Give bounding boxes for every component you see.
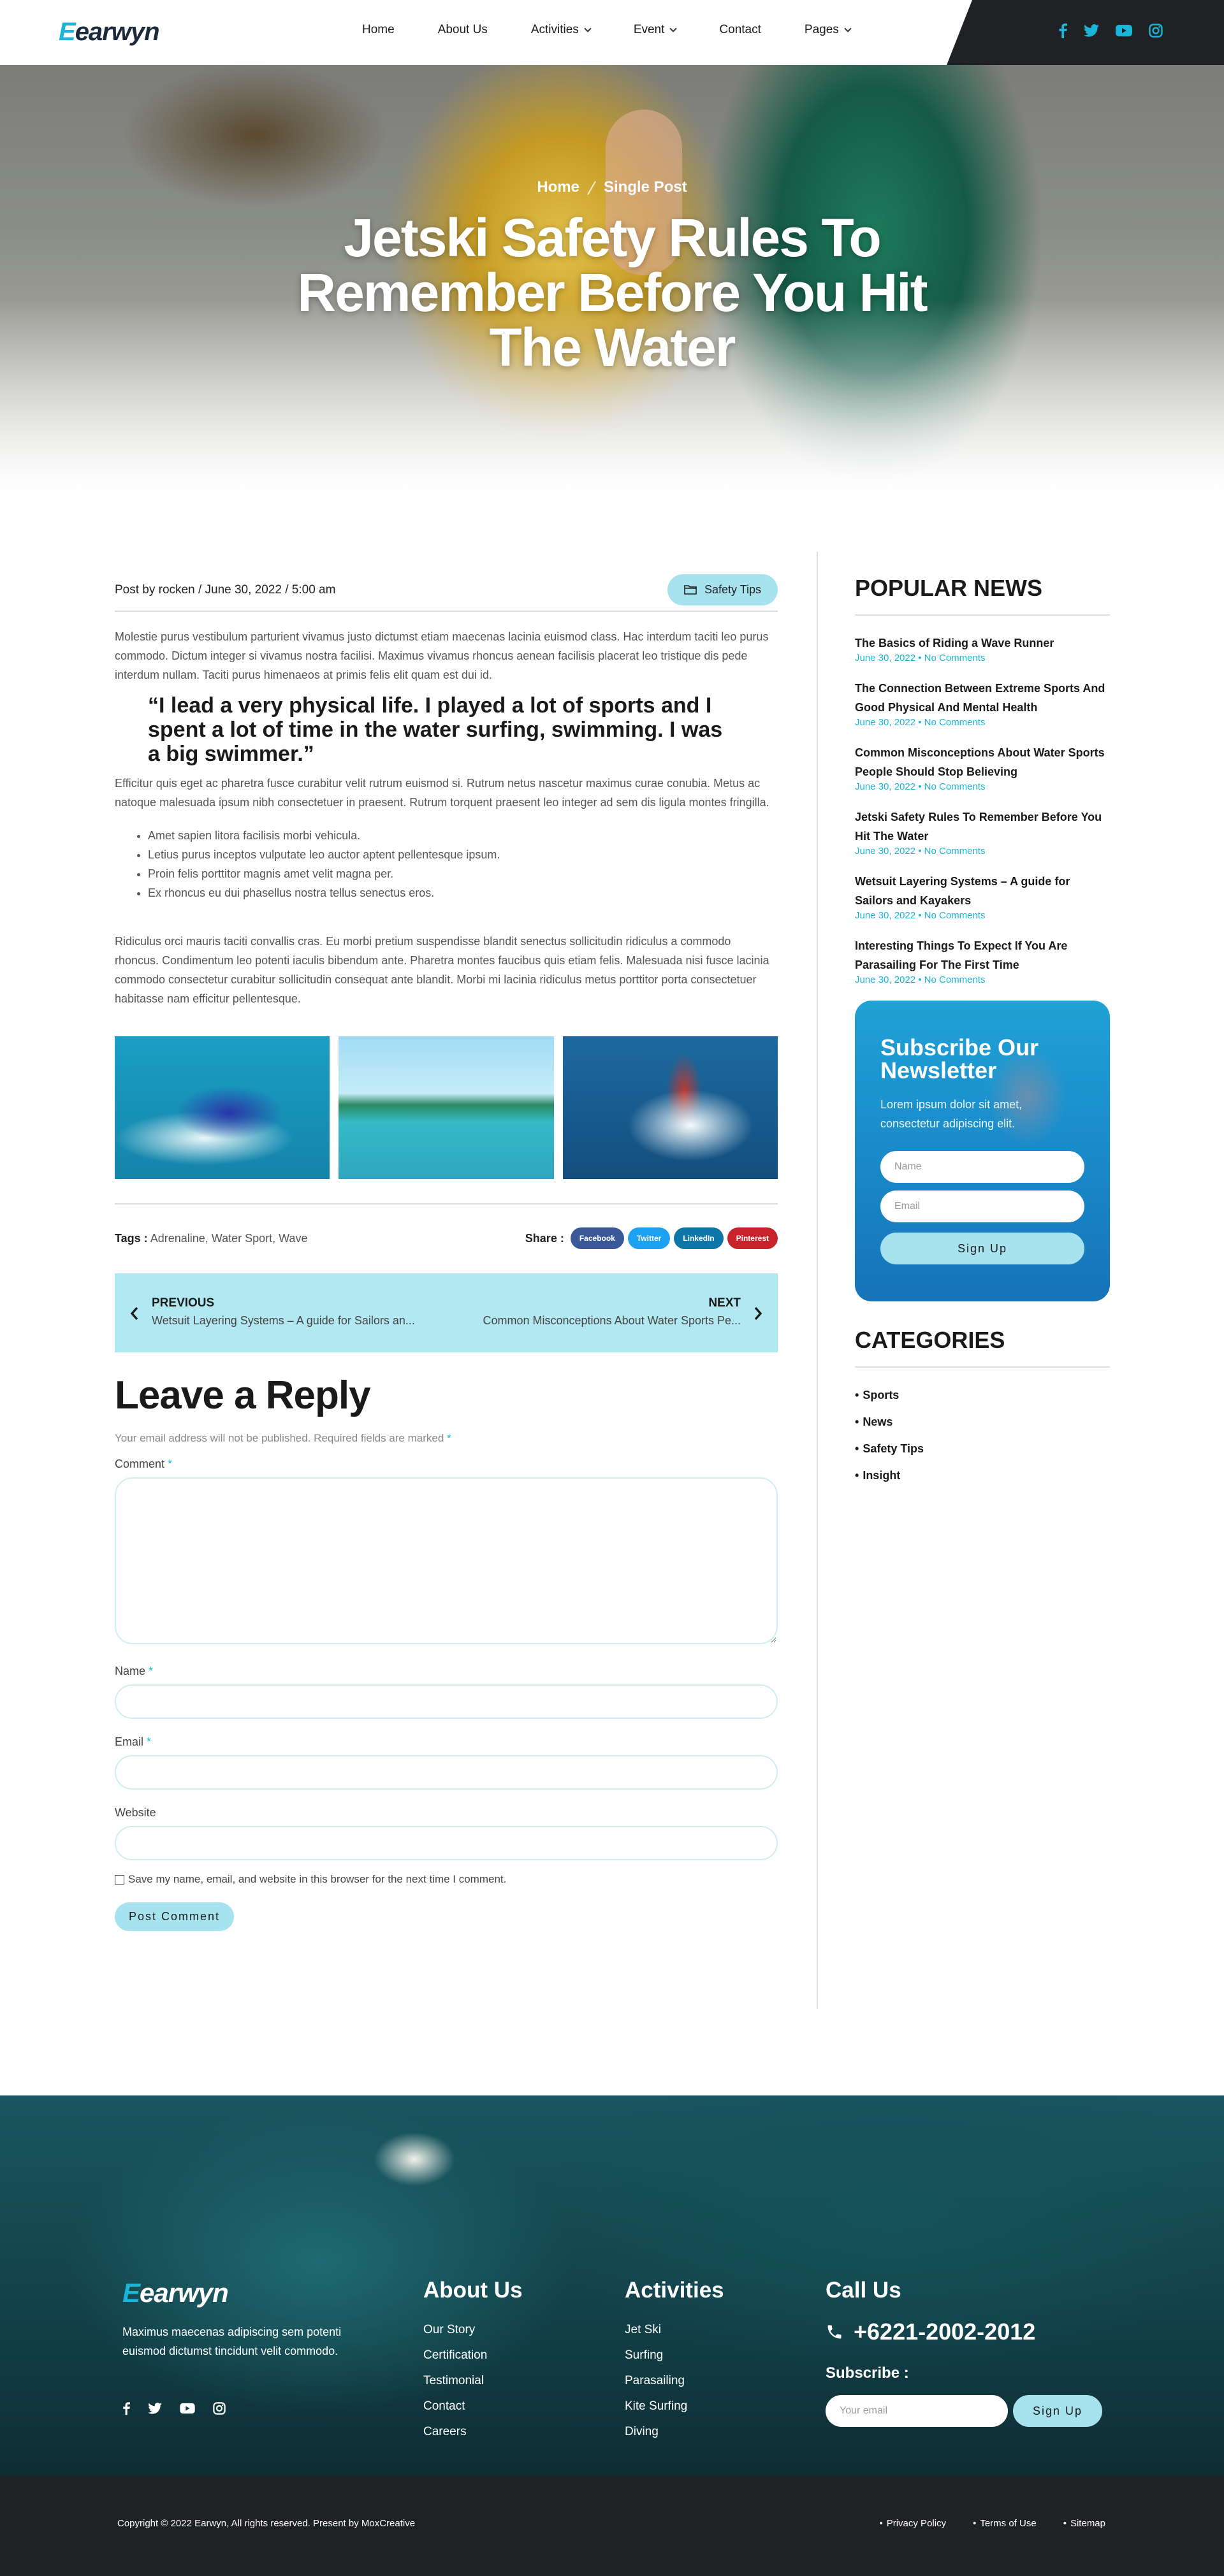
chevron-down-icon	[584, 25, 591, 32]
previous-label: PREVIOUS	[152, 1296, 215, 1310]
share-bar	[525, 1227, 778, 1249]
category-link[interactable]: • Safety Tips	[855, 1435, 1110, 1462]
footer-link[interactable]: Certification	[423, 2348, 488, 2362]
news-item[interactable]	[855, 872, 1110, 921]
footer-link[interactable]: Careers	[423, 2425, 467, 2438]
next-post-link[interactable]	[483, 1296, 741, 1328]
news-title[interactable]: The Basics of Riding a Wave Runner	[855, 637, 1054, 649]
categories-widget	[855, 1327, 1110, 1489]
category-badge-label: Safety Tips	[704, 582, 761, 596]
chevron-down-icon	[844, 25, 851, 32]
breadcrumb-home-link[interactable]: Home	[537, 178, 579, 196]
facebook-icon[interactable]	[1058, 23, 1067, 38]
required-mark: *	[447, 1432, 451, 1444]
post-paragraph: Molestie purus vestibulum parturient vivamus justo dictumst etiam maecenas lacinia euismod class. Hac interdum taciti leo purus commodo. Dictum integer si vivamus nostra facilisi. Maximus vivamus rhoncus aenean facilisis placerat leo tristique dis pede interdum nullam. Taciti purus himenaeos at primis felis elit quam est dui id.	[115, 630, 769, 681]
footer-phone[interactable]	[826, 2319, 1102, 2345]
email-field[interactable]	[115, 1755, 778, 1790]
header-social-links	[1058, 23, 1163, 38]
save-info-checkbox-row[interactable]	[115, 1873, 778, 1886]
gallery-image-kitesurf[interactable]	[339, 1036, 553, 1179]
footer-contact-column	[826, 2278, 1102, 2427]
site-logo[interactable]	[59, 18, 159, 47]
next-title: Common Misconceptions About Water Sports Pe...	[483, 1314, 741, 1327]
phone-number: +6221-2002-2012	[854, 2319, 1036, 2345]
reply-note	[115, 1432, 778, 1445]
email-label-text: Email	[115, 1735, 144, 1748]
news-item[interactable]	[855, 679, 1110, 728]
instagram-icon[interactable]	[1149, 23, 1163, 38]
footer-activities-title: Activities	[625, 2278, 724, 2303]
page-title: Jetski Safety Rules To Remember Before You Hit The Water	[297, 208, 927, 377]
folder-icon	[684, 584, 697, 595]
newsletter-card	[855, 1001, 1110, 1301]
footer-link[interactable]: Diving	[625, 2425, 659, 2438]
name-label-text: Name	[115, 1665, 146, 1677]
sidebar	[855, 575, 1110, 1489]
required-mark: *	[149, 1665, 154, 1677]
footer-link[interactable]: Surfing	[625, 2348, 664, 2362]
news-date: June 30, 2022 • No Comments	[855, 717, 986, 728]
breadcrumb	[0, 178, 1224, 196]
share-label: Share :	[525, 1231, 564, 1245]
footer-call-title: Call Us	[826, 2278, 901, 2303]
sidebar-divider	[817, 552, 818, 2009]
footer-social-links	[122, 2401, 226, 2415]
newsletter-signup-button[interactable]: Sign Up	[880, 1233, 1084, 1264]
chevron-down-icon	[670, 25, 677, 32]
logo-mark: E	[122, 2278, 140, 2308]
share-pinterest-button[interactable]: Pinterest	[727, 1227, 778, 1249]
save-info-label: Save my name, email, and website in this browser for the next time I comment.	[128, 1873, 507, 1885]
list-item: • Ex rhoncus eu dui phasellus nostra tellus senectus eros.	[148, 883, 778, 902]
reply-note-text: Your email address will not be published. Required fields are marked	[115, 1432, 444, 1444]
post-bullet-list	[148, 826, 778, 902]
gallery-image-jetski[interactable]	[115, 1036, 330, 1179]
website-label: Website	[115, 1806, 156, 1819]
news-item[interactable]	[855, 743, 1110, 792]
news-title[interactable]: Jetski Safety Rules To Remember Before You Hit The Water	[855, 811, 1102, 843]
logo-text: earwyn	[75, 18, 159, 46]
footer-subscribe-form	[826, 2395, 1102, 2427]
twitter-icon[interactable]	[1084, 23, 1099, 38]
post-gallery	[115, 1036, 778, 1179]
nav-pages[interactable]	[805, 23, 850, 37]
nav-contact[interactable]	[719, 23, 761, 37]
footer-description: Maximus maecenas adipiscing sem potenti euismod dictumst tincidunt velit commodo.	[122, 2326, 342, 2357]
website-field[interactable]	[115, 1826, 778, 1860]
name-label	[115, 1665, 778, 1678]
terms-of-use-link[interactable]: • Terms of Use	[973, 2518, 1037, 2529]
share-linkedin-button[interactable]: LinkedIn	[674, 1227, 723, 1249]
news-title[interactable]: Wetsuit Layering Systems – A guide for Sailors and Kayakers	[855, 875, 1070, 907]
post-paragraph: Efficitur quis eget ac pharetra fusce curabitur velit rutrum euismod si. Rutrum netus nascetur maximus curae conubia. Metus ac natoque malesuada ipsum nibh consectetuer in praesent. Rutrum torquent praesent leo integer ad sem dis ligula montes fringilla.	[115, 777, 769, 809]
newsletter-text: Lorem ipsum dolor sit amet, consectetur adipiscing elit.	[880, 1098, 1023, 1130]
comment-label-text: Comment	[115, 1458, 165, 1470]
post-comment-button[interactable]: Post Comment	[115, 1902, 234, 1931]
newsletter-email-input[interactable]: Email	[880, 1190, 1084, 1222]
footer-about-title: About Us	[423, 2278, 523, 2303]
footer-link[interactable]: Contact	[423, 2399, 465, 2413]
post-tags-share	[115, 1227, 778, 1249]
popular-news-list	[855, 633, 1110, 985]
post-byline: Post by rocken / June 30, 2022 / 5:00 am	[115, 583, 336, 597]
name-field[interactable]	[115, 1684, 778, 1719]
news-item[interactable]	[855, 807, 1110, 857]
copyright-text: Copyright © 2022 Earwyn, All rights reserved. Present by MoxCreative	[117, 2518, 416, 2529]
category-link[interactable]: • Insight	[855, 1462, 1110, 1489]
news-date: June 30, 2022 • No Comments	[855, 653, 986, 663]
footer-logo[interactable]	[122, 2278, 228, 2308]
news-date: June 30, 2022 • No Comments	[855, 974, 986, 985]
youtube-icon[interactable]	[180, 2401, 195, 2415]
hero-banner	[0, 65, 1224, 491]
chevron-left-icon[interactable]	[130, 1306, 139, 1321]
share-facebook-button[interactable]: Facebook	[571, 1227, 624, 1249]
email-label	[115, 1735, 778, 1749]
post-navigation	[115, 1273, 778, 1352]
divider	[115, 1203, 778, 1205]
previous-post-link[interactable]	[152, 1296, 415, 1328]
instagram-icon[interactable]	[213, 2401, 226, 2415]
next-label: NEXT	[708, 1296, 741, 1310]
post-content	[115, 575, 778, 1931]
post-quote: “I lead a very physical life. I played a lot of sports and I spent a lot of time in the water surfing, swimming. I was a big swimmer.”	[148, 693, 723, 766]
nav-event[interactable]	[634, 23, 676, 37]
nav-label: Activities	[530, 23, 579, 36]
news-date: June 30, 2022 • No Comments	[855, 781, 986, 792]
categories-title: CATEGORIES	[855, 1327, 1110, 1368]
news-title[interactable]: The Connection Between Extreme Sports And Good Physical And Mental Health	[855, 682, 1105, 714]
footer-activities-column	[625, 2278, 724, 2445]
privacy-policy-link[interactable]: • Privacy Policy	[879, 2518, 946, 2529]
footer-about-column	[423, 2278, 523, 2445]
footer-link[interactable]: Jet Ski	[625, 2323, 662, 2336]
categories-list	[855, 1382, 1110, 1489]
previous-title: Wetsuit Layering Systems – A guide for Sailors an...	[152, 1314, 415, 1327]
footer-subscribe-label: Subscribe :	[826, 2364, 909, 2382]
nav-label: Event	[633, 23, 665, 36]
required-mark: *	[168, 1458, 173, 1470]
sitemap-link[interactable]: • Sitemap	[1063, 2518, 1105, 2529]
main-nav	[362, 23, 894, 37]
logo-mark: E	[59, 18, 75, 46]
footer-link[interactable]: Our Story	[423, 2323, 476, 2336]
post-meta	[115, 575, 778, 612]
category-link[interactable]: • News	[855, 1408, 1110, 1435]
newsletter-title: Subscribe Our Newsletter	[880, 1034, 1039, 1083]
footer-link[interactable]: Testimonial	[423, 2374, 484, 2387]
category-badge[interactable]	[667, 574, 778, 605]
twitter-icon[interactable]	[148, 2401, 162, 2415]
comment-field[interactable]	[115, 1477, 778, 1644]
nav-label: Home	[362, 23, 395, 36]
legal-links	[879, 2518, 1105, 2529]
nav-activities[interactable]	[531, 23, 590, 37]
post-paragraph: Ridiculus orci mauris taciti convallis cras. Eu morbi pretium suspendisse blandit senectus sollicitudin ridiculus a commodo rhoncus. Condimentum leo potenti iaculis bibendum ante. Pharetra montes faucibus quis etiam felis. Malesuada nisi fusce lacinia commodo consectetur curabitur sollicitudin consequat ante blandit. Morbi mi lacinia ridiculus metus porttitor porta consectetuer habitasse nam efficitur pellentesque.	[115, 935, 769, 1005]
youtube-icon[interactable]	[1116, 23, 1132, 38]
footer-email-input[interactable]: Your email	[826, 2395, 1008, 2427]
category-link[interactable]: • Sports	[855, 1382, 1110, 1408]
footer-link[interactable]: Parasailing	[625, 2374, 685, 2387]
footer-link[interactable]: Kite Surfing	[625, 2399, 688, 2413]
comment-label	[115, 1458, 778, 1471]
comment-form	[115, 1373, 778, 1931]
breadcrumb-current: Single Post	[604, 178, 687, 196]
logo-text: earwyn	[140, 2278, 228, 2308]
tags-list[interactable]: Adrenaline, Water Sport, Wave	[150, 1231, 308, 1245]
nav-about-us[interactable]	[438, 23, 488, 37]
news-item[interactable]	[855, 936, 1110, 985]
nav-home[interactable]	[362, 23, 395, 37]
news-title[interactable]: Interesting Things To Expect If You Are Parasailing For The First Time	[855, 939, 1068, 971]
required-mark: *	[147, 1735, 152, 1748]
site-header	[0, 0, 1224, 65]
phone-icon	[826, 2323, 843, 2341]
copyright-bar	[0, 2476, 1224, 2576]
post-tags	[115, 1232, 307, 1245]
list-item: • Letius purus inceptos vulputate leo auctor aptent pellentesque ipsum.	[148, 845, 778, 864]
footer-signup-button[interactable]: Sign Up	[1013, 2395, 1102, 2427]
news-title[interactable]: Common Misconceptions About Water Sports People Should Stop Believing	[855, 746, 1105, 778]
list-item: • Proin felis porttitor magnis amet velit magna per.	[148, 864, 778, 883]
nav-label: Contact	[719, 23, 761, 36]
site-footer	[0, 2095, 1224, 2476]
save-info-checkbox[interactable]	[115, 1875, 124, 1885]
reply-title: Leave a Reply	[115, 1373, 370, 1417]
news-date: June 30, 2022 • No Comments	[855, 910, 986, 921]
gallery-image-surfer[interactable]	[563, 1036, 778, 1179]
news-item[interactable]	[855, 633, 1110, 663]
news-date: June 30, 2022 • No Comments	[855, 846, 986, 857]
chevron-right-icon[interactable]	[754, 1306, 762, 1321]
popular-news-title: POPULAR NEWS	[855, 575, 1110, 616]
tags-label: Tags :	[115, 1231, 148, 1245]
list-item: • Amet sapien litora facilisis morbi vehicula.	[148, 826, 778, 845]
facebook-icon[interactable]	[122, 2401, 130, 2415]
breadcrumb-separator	[587, 181, 596, 195]
share-twitter-button[interactable]: Twitter	[628, 1227, 670, 1249]
nav-label: About Us	[437, 23, 488, 36]
nav-label: Pages	[804, 23, 839, 36]
newsletter-name-input[interactable]: Name	[880, 1151, 1084, 1183]
